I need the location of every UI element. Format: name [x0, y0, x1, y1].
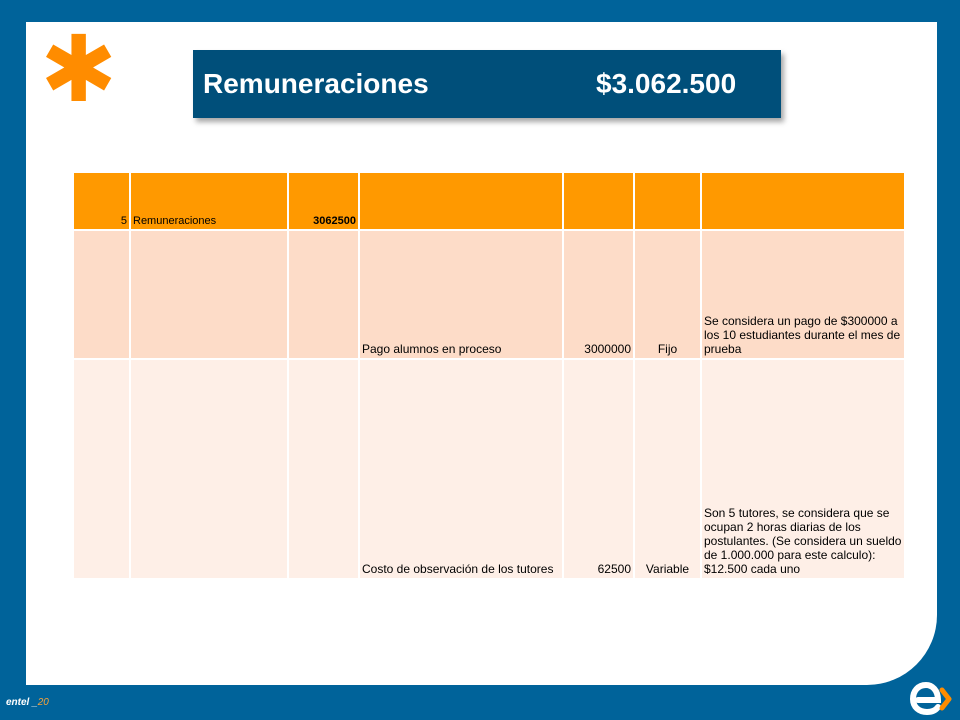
table-cell	[288, 230, 359, 359]
footer-brand: entel	[6, 697, 30, 708]
page-number: 20	[37, 697, 49, 708]
footer	[6, 697, 49, 708]
header-item-total: 3062500	[288, 172, 359, 230]
header-cell	[634, 172, 701, 230]
header-item-name: Remuneraciones	[130, 172, 288, 230]
row-amount: 62500	[563, 359, 634, 579]
slide-amount: $3.062.500	[596, 68, 737, 99]
footer-separator: _	[29, 697, 38, 708]
header-item-number: 5	[73, 172, 130, 230]
table-cell	[73, 359, 130, 579]
header-cell	[701, 172, 905, 230]
table-row	[73, 230, 905, 359]
row-type: Fijo	[634, 230, 701, 359]
row-note: Son 5 tutores, se considera que se ocupan 2 horas diarias de los postulantes. (Se considera un sueldo de 1.000.000 para este calculo): $12.500 cada uno	[701, 359, 905, 579]
slide-title: Remuneraciones	[203, 68, 429, 99]
table-cell	[130, 230, 288, 359]
asterisk-icon: ✱	[40, 16, 118, 123]
table-cell	[73, 230, 130, 359]
row-amount: 3000000	[563, 230, 634, 359]
row-concept: Costo de observación de los tutores	[359, 359, 563, 579]
budget-table	[72, 171, 906, 580]
entel-logo-icon	[908, 678, 954, 718]
row-concept: Pago alumnos en proceso	[359, 230, 563, 359]
table-cell	[288, 359, 359, 579]
table-header-row	[73, 172, 905, 230]
row-type: Variable	[634, 359, 701, 579]
table-cell	[130, 359, 288, 579]
title-banner	[193, 50, 781, 118]
header-cell	[359, 172, 563, 230]
row-note: Se considera un pago de $300000 a los 10 estudiantes durante el mes de prueba	[701, 230, 905, 359]
table-row	[73, 359, 905, 579]
header-cell	[563, 172, 634, 230]
